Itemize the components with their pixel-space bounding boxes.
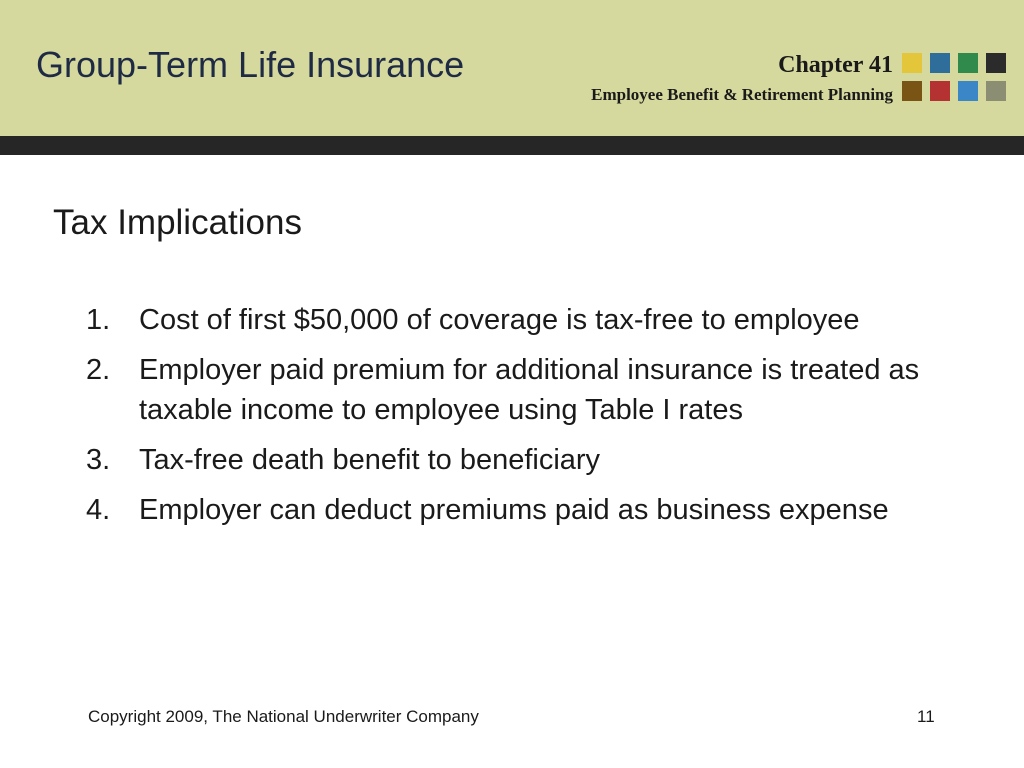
- tax-implications-list: [86, 300, 956, 540]
- color-square: [986, 81, 1006, 101]
- list-item: [86, 350, 956, 430]
- list-item-number: 2.: [86, 354, 111, 386]
- header-banner: [0, 0, 1024, 136]
- list-item-number: 3.: [86, 444, 111, 476]
- header-divider-bar: [0, 136, 1024, 155]
- list-item: [86, 440, 956, 480]
- section-heading: Tax Implications: [53, 203, 302, 242]
- footer-copyright: Copyright 2009, The National Underwriter Company: [88, 707, 479, 726]
- list-item-number: 4.: [86, 494, 111, 526]
- list-item-number: 1.: [86, 304, 111, 336]
- color-square: [986, 53, 1006, 73]
- color-square: [902, 81, 922, 101]
- list-item-text: Employer paid premium for additional insurance is treated as taxable income to employee using Table I rates: [139, 354, 920, 426]
- color-squares-logo: [902, 53, 1006, 103]
- color-square: [930, 81, 950, 101]
- list-item: [86, 300, 956, 340]
- color-square: [930, 53, 950, 73]
- slide-title: Group-Term Life Insurance: [36, 44, 465, 85]
- color-square: [902, 53, 922, 73]
- color-square: [958, 81, 978, 101]
- list-item-text: Cost of first $50,000 of coverage is tax-free to employee: [139, 304, 860, 336]
- list-item-text: Tax-free death benefit to beneficiary: [139, 444, 601, 476]
- book-title: Employee Benefit & Retirement Planning: [591, 85, 893, 104]
- color-square: [958, 53, 978, 73]
- footer-page-number: 11: [917, 707, 935, 726]
- chapter-label: Chapter 41: [778, 52, 893, 78]
- list-item: [86, 490, 956, 530]
- list-item-text: Employer can deduct premiums paid as business expense: [139, 494, 889, 526]
